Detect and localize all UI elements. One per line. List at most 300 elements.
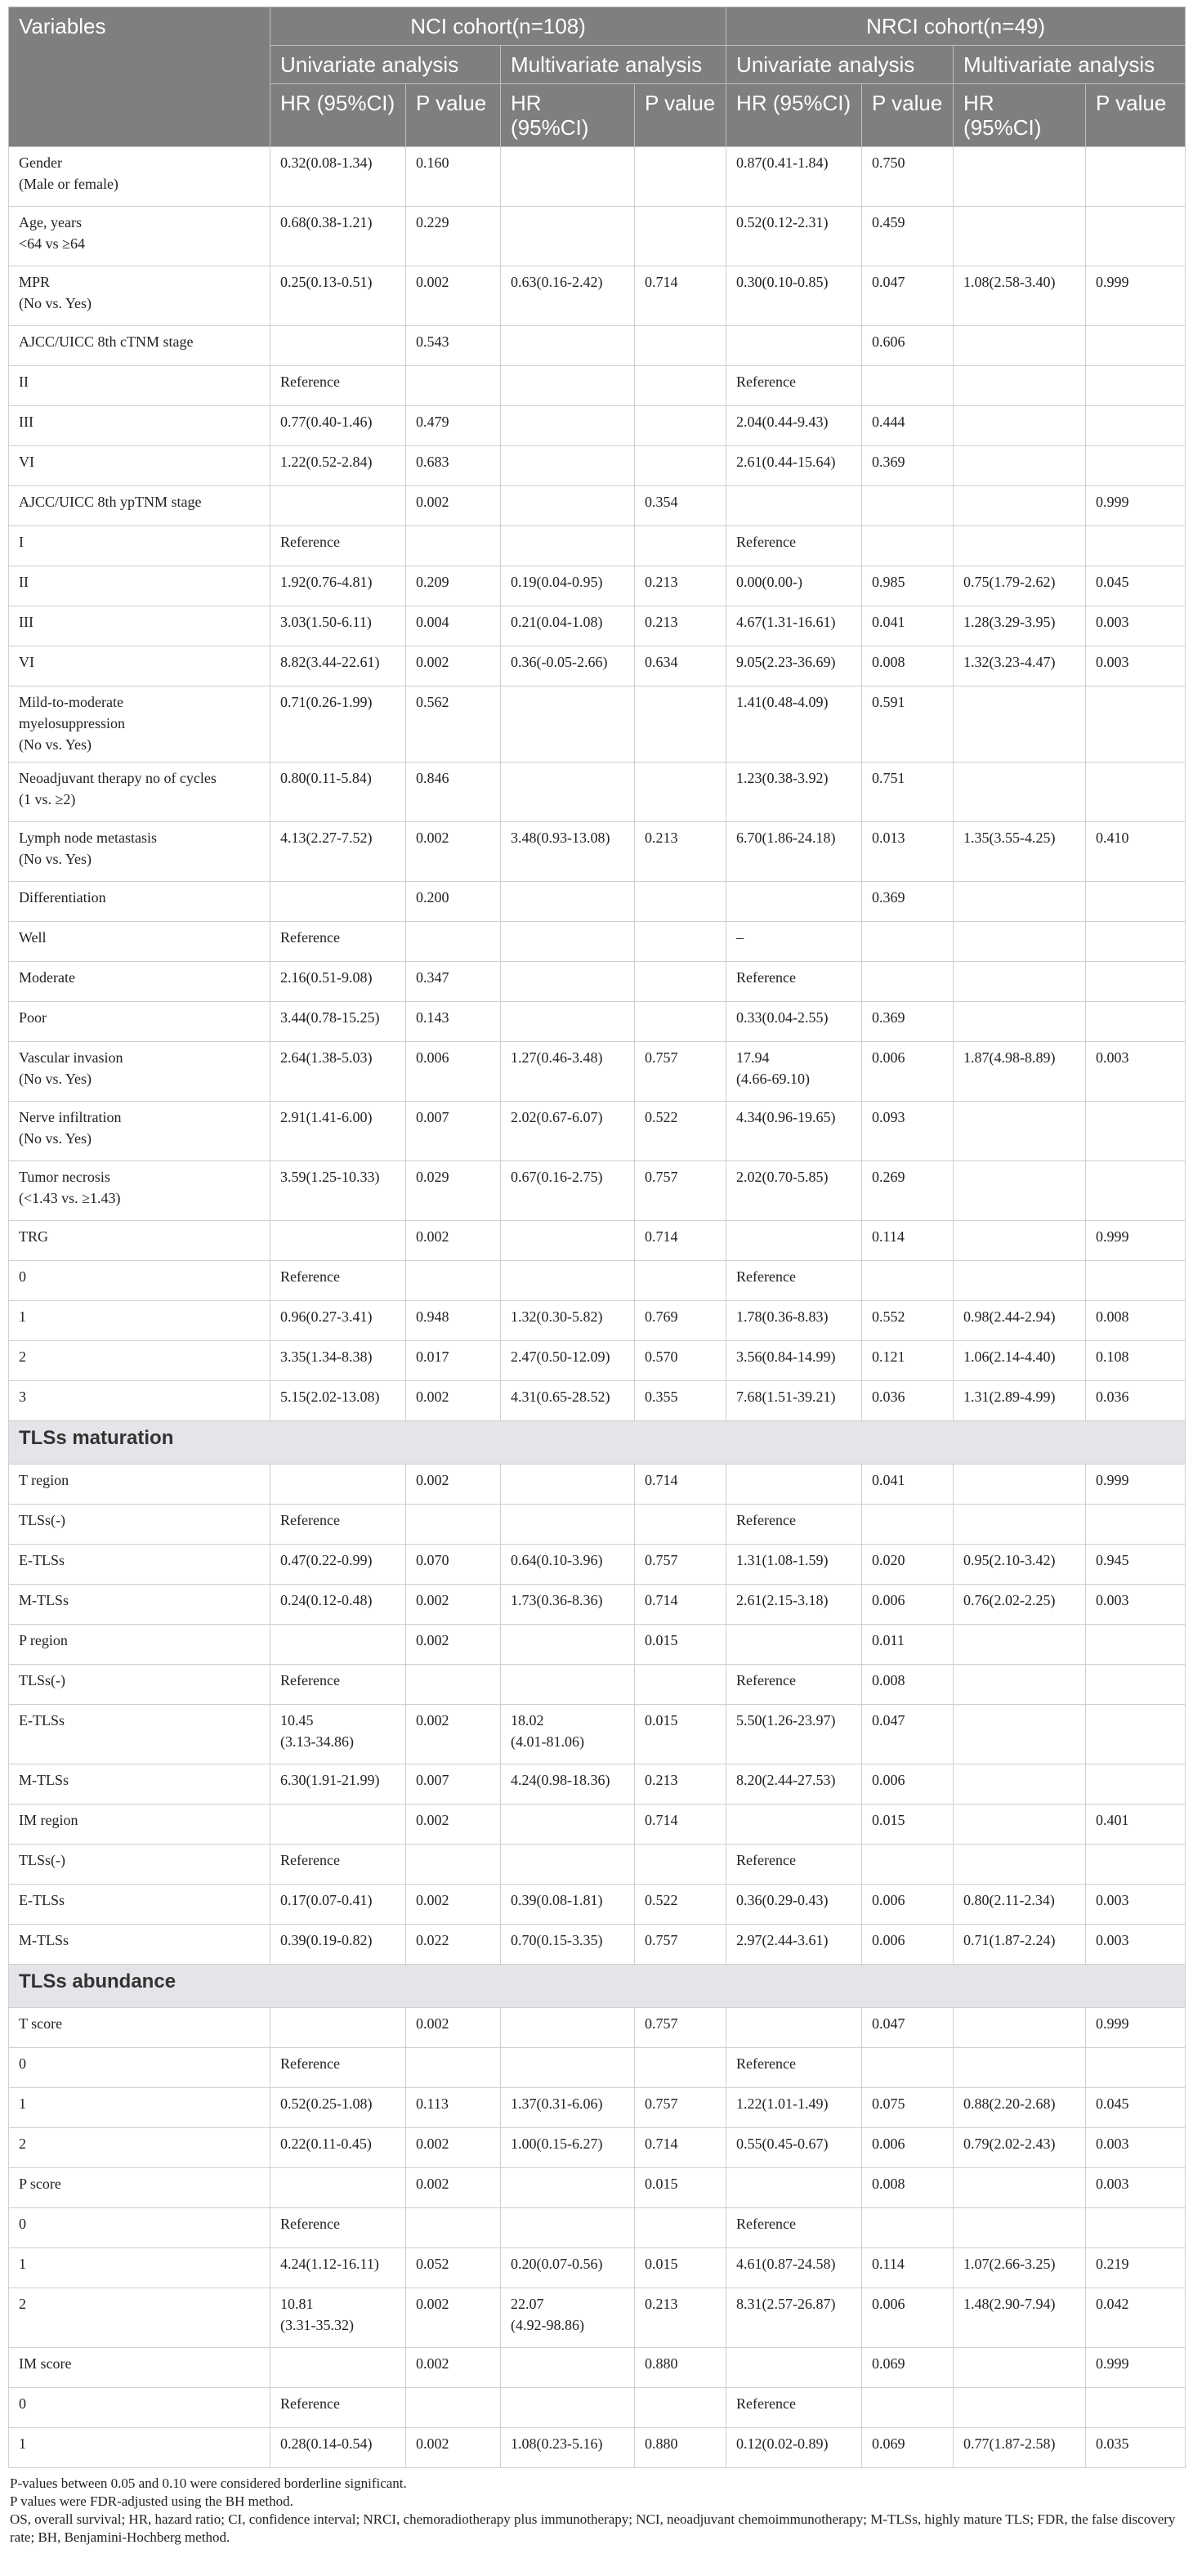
- table-cell: 0.003: [1086, 2128, 1186, 2168]
- table-cell: [954, 1161, 1086, 1221]
- table-cell: [954, 526, 1086, 566]
- table-cell: [406, 1665, 501, 1705]
- section-header: TLSs maturation: [9, 1421, 1186, 1465]
- variable-label: 0: [9, 2388, 270, 2428]
- table-row: [9, 1042, 1186, 1102]
- table-cell: [406, 2208, 501, 2248]
- variable-label: 2: [9, 2288, 270, 2348]
- table-cell: 0.002: [406, 2168, 501, 2208]
- table-cell: 0.002: [406, 2288, 501, 2348]
- table-cell: Reference: [270, 2388, 406, 2428]
- variable-label: AJCC/UICC 8th ypTNM stage: [9, 486, 270, 526]
- table-cell: [954, 1764, 1086, 1805]
- table-cell: 1.78(0.36-8.83): [726, 1301, 862, 1341]
- table-cell: 0.22(0.11-0.45): [270, 2128, 406, 2168]
- table-cell: [862, 526, 954, 566]
- table-cell: 0.19(0.04-0.95): [501, 566, 635, 606]
- header-nrci-uni-hr: HR (95%CI): [726, 84, 862, 147]
- table-cell: [501, 1665, 635, 1705]
- table-cell: 1.37(0.31-6.06): [501, 2088, 635, 2128]
- table-cell: 0.591: [862, 686, 954, 763]
- table-cell: 0.160: [406, 147, 501, 207]
- table-cell: [1086, 1002, 1186, 1042]
- table-cell: 0.075: [862, 2088, 954, 2128]
- table-cell: 0.880: [635, 2348, 726, 2388]
- table-cell: 0.68(0.38-1.21): [270, 207, 406, 266]
- table-cell: [954, 1705, 1086, 1764]
- header-nrci-multi-hr: HR (95%CI): [954, 84, 1086, 147]
- table-row: [9, 882, 1186, 922]
- table-cell: [954, 1665, 1086, 1705]
- table-cell: 2.02(0.67-6.07): [501, 1102, 635, 1161]
- table-cell: 0.006: [862, 1585, 954, 1625]
- table-cell: 0.999: [1086, 2008, 1186, 2048]
- table-cell: [406, 2388, 501, 2428]
- table-cell: Reference: [270, 2208, 406, 2248]
- table-row: [9, 962, 1186, 1002]
- table-cell: 10.45 (3.13-34.86): [270, 1705, 406, 1764]
- header-nci-multi-hr: HR (95%CI): [501, 84, 635, 147]
- table-cell: Reference: [726, 1261, 862, 1301]
- table-cell: 4.31(0.65-28.52): [501, 1381, 635, 1421]
- table-cell: [954, 2008, 1086, 2048]
- table-row: [9, 526, 1186, 566]
- table-cell: [726, 2348, 862, 2388]
- table-cell: [406, 1505, 501, 1545]
- table-cell: 0.70(0.15-3.35): [501, 1925, 635, 1965]
- variable-label: IM region: [9, 1805, 270, 1845]
- table-cell: [270, 2008, 406, 2048]
- table-cell: [501, 962, 635, 1002]
- table-cell: [1086, 1102, 1186, 1161]
- table-cell: [1086, 1161, 1186, 1221]
- table-cell: Reference: [726, 2388, 862, 2428]
- table-cell: 0.015: [635, 2248, 726, 2288]
- table-cell: 0.200: [406, 882, 501, 922]
- variable-label: 1: [9, 1301, 270, 1341]
- table-cell: 0.79(2.02-2.43): [954, 2128, 1086, 2168]
- table-cell: 0.002: [406, 1585, 501, 1625]
- table-cell: 0.757: [635, 1545, 726, 1585]
- table-cell: [635, 366, 726, 406]
- table-cell: 0.95(2.10-3.42): [954, 1545, 1086, 1585]
- table-row: [9, 2208, 1186, 2248]
- table-cell: 0.522: [635, 1102, 726, 1161]
- table-cell: Reference: [270, 1665, 406, 1705]
- table-cell: 0.006: [862, 1042, 954, 1102]
- variable-label: E-TLSs: [9, 1885, 270, 1925]
- table-row: [9, 1341, 1186, 1381]
- table-cell: [635, 1261, 726, 1301]
- table-row: [9, 606, 1186, 646]
- table-cell: 0.006: [862, 1764, 954, 1805]
- table-cell: –: [726, 922, 862, 962]
- table-row: [9, 326, 1186, 366]
- table-cell: [635, 882, 726, 922]
- table-cell: [501, 1465, 635, 1505]
- table-cell: 1.32(3.23-4.47): [954, 646, 1086, 686]
- table-cell: [1086, 2208, 1186, 2248]
- table-row: [9, 1625, 1186, 1665]
- table-row: [9, 1301, 1186, 1341]
- table-cell: 0.55(0.45-0.67): [726, 2128, 862, 2168]
- table-cell: 0.21(0.04-1.08): [501, 606, 635, 646]
- table-cell: [635, 207, 726, 266]
- cox-regression-table: [8, 7, 1186, 2468]
- variable-label: VI: [9, 646, 270, 686]
- table-cell: 0.002: [406, 1625, 501, 1665]
- table-cell: [406, 922, 501, 962]
- table-cell: 0.213: [635, 2288, 726, 2348]
- table-row: [9, 1845, 1186, 1885]
- table-cell: [501, 763, 635, 822]
- table-cell: [635, 1002, 726, 1042]
- header-nrci-cohort: NRCI cohort(n=49): [726, 7, 1186, 46]
- table-row: [9, 1161, 1186, 1221]
- table-cell: 0.80(2.11-2.34): [954, 1885, 1086, 1925]
- table-cell: 0.570: [635, 1341, 726, 1381]
- table-cell: 0.003: [1086, 2168, 1186, 2208]
- header-variables: Variables: [9, 7, 270, 147]
- table-cell: [501, 147, 635, 207]
- table-cell: [1086, 922, 1186, 962]
- table-cell: 0.714: [635, 1585, 726, 1625]
- table-cell: 2.16(0.51-9.08): [270, 962, 406, 1002]
- table-cell: 0.562: [406, 686, 501, 763]
- table-cell: Reference: [726, 1665, 862, 1705]
- table-cell: 0.007: [406, 1102, 501, 1161]
- table-cell: 0.015: [635, 1625, 726, 1665]
- table-cell: 0.67(0.16-2.75): [501, 1161, 635, 1221]
- table-cell: 0.410: [1086, 822, 1186, 882]
- variable-label: 3: [9, 1381, 270, 1421]
- table-cell: 0.015: [635, 1705, 726, 1764]
- table-cell: [635, 1505, 726, 1545]
- table-cell: 0.714: [635, 1805, 726, 1845]
- variable-label: Neoadjuvant therapy no of cycles (1 vs. ≥2): [9, 763, 270, 822]
- table-cell: [406, 1845, 501, 1885]
- table-cell: 1.27(0.46-3.48): [501, 1042, 635, 1102]
- table-cell: 0.045: [1086, 2088, 1186, 2128]
- table-cell: 2.61(2.15-3.18): [726, 1585, 862, 1625]
- table-cell: [501, 406, 635, 446]
- table-cell: 0.948: [406, 1301, 501, 1341]
- variable-label: II: [9, 566, 270, 606]
- table-cell: 0.002: [406, 486, 501, 526]
- variable-label: 0: [9, 2208, 270, 2248]
- header-nci-cohort: NCI cohort(n=108): [270, 7, 726, 46]
- table-cell: [862, 2048, 954, 2088]
- footnote: P values were FDR-adjusted using the BH method.: [10, 2493, 293, 2509]
- table-cell: 1.31(1.08-1.59): [726, 1545, 862, 1585]
- table-row: [9, 1705, 1186, 1764]
- table-cell: 0.714: [635, 266, 726, 326]
- table-cell: 0.39(0.08-1.81): [501, 1885, 635, 1925]
- table-cell: 0.444: [862, 406, 954, 446]
- table-cell: [1086, 1625, 1186, 1665]
- variable-label: IM score: [9, 2348, 270, 2388]
- table-cell: [1086, 1764, 1186, 1805]
- table-cell: [1086, 1261, 1186, 1301]
- table-row: [9, 1221, 1186, 1261]
- table-row: [9, 1505, 1186, 1545]
- table-cell: [726, 2008, 862, 2048]
- table-row: [9, 1805, 1186, 1845]
- table-footnotes: [8, 2468, 1188, 2547]
- table-cell: 3.03(1.50-6.11): [270, 606, 406, 646]
- table-cell: 0.401: [1086, 1805, 1186, 1845]
- table-cell: 3.44(0.78-15.25): [270, 1002, 406, 1042]
- table-cell: 0.143: [406, 1002, 501, 1042]
- table-cell: [501, 686, 635, 763]
- table-cell: 0.002: [406, 266, 501, 326]
- variable-label: Tumor necrosis (<1.43 vs. ≥1.43): [9, 1161, 270, 1221]
- table-cell: Reference: [270, 2048, 406, 2088]
- table-cell: [954, 2208, 1086, 2248]
- table-cell: [406, 2048, 501, 2088]
- table-cell: 8.82(3.44-22.61): [270, 646, 406, 686]
- table-cell: [501, 922, 635, 962]
- table-cell: [635, 2048, 726, 2088]
- table-cell: 0.98(2.44-2.94): [954, 1301, 1086, 1341]
- table-cell: 0.041: [862, 1465, 954, 1505]
- variable-label: P region: [9, 1625, 270, 1665]
- table-cell: 0.008: [862, 2168, 954, 2208]
- table-cell: 1.08(2.58-3.40): [954, 266, 1086, 326]
- table-cell: 0.011: [862, 1625, 954, 1665]
- table-cell: 0.36(-0.05-2.66): [501, 646, 635, 686]
- table-cell: [1086, 2048, 1186, 2088]
- variable-label: AJCC/UICC 8th cTNM stage: [9, 326, 270, 366]
- table-cell: [635, 686, 726, 763]
- table-cell: [954, 882, 1086, 922]
- table-row: [9, 1545, 1186, 1585]
- footnote: P-values between 0.05 and 0.10 were considered borderline significant.: [10, 2475, 407, 2491]
- table-cell: [726, 486, 862, 526]
- table-row: [9, 2168, 1186, 2208]
- table-cell: 0.24(0.12-0.48): [270, 1585, 406, 1625]
- table-cell: 0.052: [406, 2248, 501, 2288]
- table-cell: 1.87(4.98-8.89): [954, 1042, 1086, 1102]
- table-cell: [635, 1665, 726, 1705]
- table-cell: 0.114: [862, 1221, 954, 1261]
- table-cell: [1086, 1505, 1186, 1545]
- table-cell: [954, 1102, 1086, 1161]
- table-cell: 4.34(0.96-19.65): [726, 1102, 862, 1161]
- table-cell: Reference: [270, 1845, 406, 1885]
- table-cell: 0.002: [406, 1221, 501, 1261]
- table-cell: [270, 1805, 406, 1845]
- table-cell: [1086, 446, 1186, 486]
- table-cell: 0.757: [635, 2088, 726, 2128]
- header-nci-uni-p: P value: [406, 84, 501, 147]
- variable-label: 2: [9, 2128, 270, 2168]
- table-cell: 0.00(0.00-): [726, 566, 862, 606]
- table-cell: 0.029: [406, 1161, 501, 1221]
- table-cell: 18.02 (4.01-81.06): [501, 1705, 635, 1764]
- header-nrci-multivariate: Multivariate analysis: [954, 46, 1186, 84]
- variable-label: M-TLSs: [9, 1585, 270, 1625]
- variable-label: Gender (Male or female): [9, 147, 270, 207]
- table-cell: 0.20(0.07-0.56): [501, 2248, 635, 2288]
- table-cell: 6.70(1.86-24.18): [726, 822, 862, 882]
- section-row: [9, 1965, 1186, 2008]
- table-cell: 0.003: [1086, 1042, 1186, 1102]
- table-cell: [954, 1002, 1086, 1042]
- table-cell: 0.36(0.29-0.43): [726, 1885, 862, 1925]
- table-cell: 3.56(0.84-14.99): [726, 1341, 862, 1381]
- table-cell: [726, 326, 862, 366]
- table-cell: [1086, 207, 1186, 266]
- table-cell: 0.714: [635, 1465, 726, 1505]
- variable-label: TLSs(-): [9, 1845, 270, 1885]
- table-cell: [635, 763, 726, 822]
- table-cell: 0.002: [406, 1381, 501, 1421]
- table-cell: 0.042: [1086, 2288, 1186, 2348]
- table-cell: [501, 2208, 635, 2248]
- table-cell: [1086, 686, 1186, 763]
- table-cell: Reference: [726, 2208, 862, 2248]
- table-cell: 0.96(0.27-3.41): [270, 1301, 406, 1341]
- table-cell: 0.52(0.25-1.08): [270, 2088, 406, 2128]
- header-nci-uni-hr: HR (95%CI): [270, 84, 406, 147]
- table-cell: [501, 2008, 635, 2048]
- table-cell: 0.39(0.19-0.82): [270, 1925, 406, 1965]
- table-cell: [1086, 1665, 1186, 1705]
- header-nrci-uni-p: P value: [862, 84, 954, 147]
- table-cell: 3.35(1.34-8.38): [270, 1341, 406, 1381]
- table-cell: 2.91(1.41-6.00): [270, 1102, 406, 1161]
- table-cell: [501, 326, 635, 366]
- table-cell: 0.219: [1086, 2248, 1186, 2288]
- table-cell: 0.121: [862, 1341, 954, 1381]
- table-cell: 0.004: [406, 606, 501, 646]
- variable-label: Mild-to-moderate myelosuppression (No vs. Yes): [9, 686, 270, 763]
- table-cell: [862, 2208, 954, 2248]
- table-cell: [862, 1261, 954, 1301]
- table-cell: 2.47(0.50-12.09): [501, 1341, 635, 1381]
- table-cell: 0.369: [862, 1002, 954, 1042]
- table-cell: 0.093: [862, 1102, 954, 1161]
- table-cell: 1.31(2.89-4.99): [954, 1381, 1086, 1421]
- table-cell: 0.002: [406, 1465, 501, 1505]
- table-cell: 0.846: [406, 763, 501, 822]
- table-cell: [635, 446, 726, 486]
- table-row: [9, 2048, 1186, 2088]
- table-cell: Reference: [726, 2048, 862, 2088]
- table-cell: 0.002: [406, 2128, 501, 2168]
- table-cell: [501, 486, 635, 526]
- table-row: [9, 763, 1186, 822]
- table-row: [9, 1261, 1186, 1301]
- table-row: [9, 822, 1186, 882]
- table-row: [9, 2388, 1186, 2428]
- table-cell: 0.355: [635, 1381, 726, 1421]
- table-cell: 0.002: [406, 1705, 501, 1764]
- table-cell: [501, 2348, 635, 2388]
- table-cell: 0.036: [862, 1381, 954, 1421]
- table-cell: 1.00(0.15-6.27): [501, 2128, 635, 2168]
- table-cell: 0.006: [862, 1925, 954, 1965]
- table-cell: [501, 526, 635, 566]
- table-cell: [954, 1505, 1086, 1545]
- table-cell: [954, 2168, 1086, 2208]
- table-cell: 0.999: [1086, 1221, 1186, 1261]
- table-cell: 0.985: [862, 566, 954, 606]
- table-cell: [406, 526, 501, 566]
- table-cell: 1.22(1.01-1.49): [726, 2088, 862, 2128]
- table-cell: 0.047: [862, 266, 954, 326]
- table-cell: 22.07 (4.92-98.86): [501, 2288, 635, 2348]
- table-row: [9, 2428, 1186, 2468]
- variable-label: TLSs(-): [9, 1665, 270, 1705]
- table-row: [9, 1381, 1186, 1421]
- header-nci-univariate: Univariate analysis: [270, 46, 501, 84]
- table-cell: [954, 962, 1086, 1002]
- table-cell: [635, 962, 726, 1002]
- table-cell: 0.77(0.40-1.46): [270, 406, 406, 446]
- table-cell: 0.002: [406, 1885, 501, 1925]
- table-row: [9, 266, 1186, 326]
- table-cell: 1.73(0.36-8.36): [501, 1585, 635, 1625]
- table-cell: 0.945: [1086, 1545, 1186, 1585]
- table-cell: 0.999: [1086, 266, 1186, 326]
- table-cell: 0.007: [406, 1764, 501, 1805]
- table-cell: 0.750: [862, 147, 954, 207]
- table-cell: [726, 1625, 862, 1665]
- table-cell: [862, 962, 954, 1002]
- table-cell: [635, 2208, 726, 2248]
- table-cell: [954, 686, 1086, 763]
- table-cell: 0.683: [406, 446, 501, 486]
- table-cell: Reference: [726, 962, 862, 1002]
- table-cell: 0.003: [1086, 1925, 1186, 1965]
- table-cell: 0.003: [1086, 646, 1186, 686]
- variable-label: 1: [9, 2088, 270, 2128]
- table-cell: [501, 1002, 635, 1042]
- header-nci-multi-p: P value: [635, 84, 726, 147]
- table-cell: [954, 763, 1086, 822]
- table-cell: 0.47(0.22-0.99): [270, 1545, 406, 1585]
- table-cell: [270, 1625, 406, 1665]
- table-cell: 5.50(1.26-23.97): [726, 1705, 862, 1764]
- table-row: [9, 1764, 1186, 1805]
- table-cell: 1.06(2.14-4.40): [954, 1341, 1086, 1381]
- table-cell: [1086, 2388, 1186, 2428]
- table-cell: [501, 2388, 635, 2428]
- table-cell: 0.020: [862, 1545, 954, 1585]
- table-cell: 4.67(1.31-16.61): [726, 606, 862, 646]
- table-cell: Reference: [270, 526, 406, 566]
- variable-label: M-TLSs: [9, 1925, 270, 1965]
- table-row: [9, 1585, 1186, 1625]
- table-cell: 0.880: [635, 2428, 726, 2468]
- table-row: [9, 147, 1186, 207]
- table-cell: 0.213: [635, 1764, 726, 1805]
- table-cell: 0.999: [1086, 1465, 1186, 1505]
- table-cell: 0.015: [862, 1805, 954, 1845]
- table-cell: 2.04(0.44-9.43): [726, 406, 862, 446]
- table-cell: 0.022: [406, 1925, 501, 1965]
- table-cell: 0.069: [862, 2348, 954, 2388]
- table-cell: [954, 486, 1086, 526]
- table-row: [9, 2088, 1186, 2128]
- table-row: [9, 486, 1186, 526]
- table-cell: [270, 486, 406, 526]
- table-row: [9, 922, 1186, 962]
- table-cell: 0.041: [862, 606, 954, 646]
- variable-label: 2: [9, 1341, 270, 1381]
